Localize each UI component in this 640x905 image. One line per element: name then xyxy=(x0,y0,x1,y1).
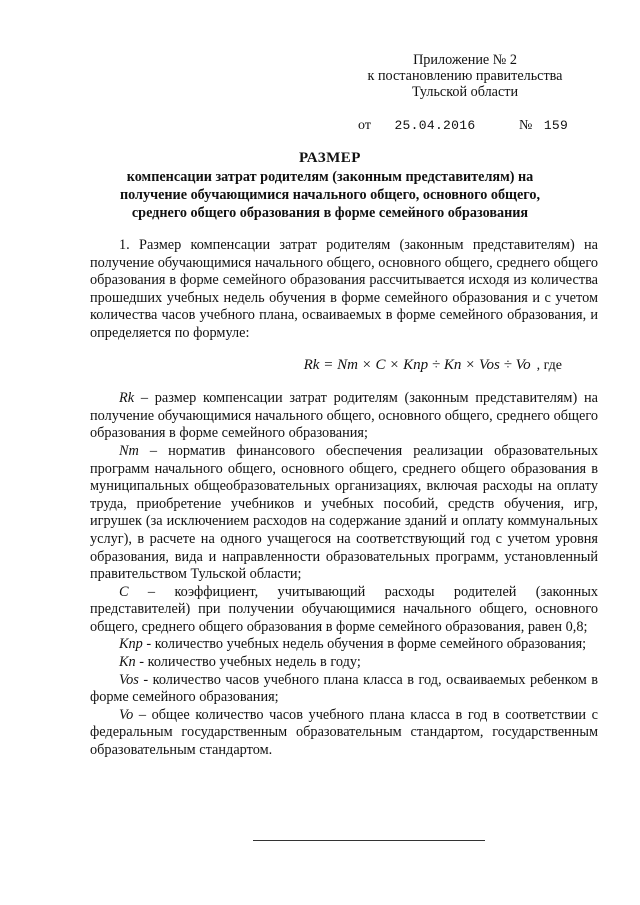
definition-symbol: Nm xyxy=(119,442,139,459)
definition-symbol: Kпр xyxy=(119,636,143,653)
from-label: от xyxy=(358,118,371,133)
definition-nm xyxy=(90,443,598,584)
definition-text: – норматив финансового обеспечения реализации образовательных программ начального общего, основного общего, среднего общего образования в муниципальных общеобразовательных организациях, включая расходы на оплату труда, приобретение учебников и учебных пособий, средств обучения, игр, игрушек (за исключением расходов на содержание зданий и оплату коммунальных услуг), в расчете на одного учащегося на соответствующий год с учетом уровня образования, вида и направленности образовательных программ, установленный правительством Тульской области; xyxy=(90,442,598,583)
appendix-line-3: Тульской области xyxy=(411,84,519,100)
title-heading: РАЗМЕР xyxy=(299,150,361,166)
definition-kpr xyxy=(90,636,598,654)
appendix-line-1: Приложение № 2 xyxy=(413,52,517,68)
end-divider xyxy=(253,840,485,841)
definition-text: – размер компенсации затрат родителям (законным представителям) на получение обучающимися начального общего, основного общего, среднего общего образования в форме семейного образования; xyxy=(90,390,598,442)
definition-text: - количество часов учебного плана класса в год, осваиваемых ребенком в форме семейного образования; xyxy=(90,671,598,706)
definition-text: – коэффициент, учитывающий расходы родителей (законных представителей) при получении обучающимися начального общего, основного общего, среднего общего образования в форме семейного образования, равен 0,8; xyxy=(90,583,598,635)
appendix-header xyxy=(360,52,570,100)
intro-paragraph: 1. Размер компенсации затрат родителям (законным представителям) на получение обучающимися начального общего, основного общего, среднего общего образования в форме семейного образования рассчитывается исходя из количества прошедших учебных недель обучения в форме семейного образования и с учетом количества часов учебного плана, осваиваемых в форме семейного образования, и определяется по формуле: xyxy=(90,237,598,341)
definition-vo xyxy=(90,707,598,760)
definition-text: - количество учебных недель в году; xyxy=(135,654,361,671)
definition-c xyxy=(90,584,598,637)
resolution-number: 159 xyxy=(543,118,569,133)
title-line-1: компенсации затрат родителям (законным представителям) на xyxy=(126,168,534,185)
definition-rk xyxy=(90,390,598,443)
definition-text: – общее количество часов учебного плана класса в год в соответствии с федеральным государственным образовательным стандартом, государственным образовательным стандартом. xyxy=(90,706,598,759)
definition-symbol: Vos xyxy=(119,671,139,688)
title-line-2: получение обучающимися начального общего, основного общего, xyxy=(119,186,541,203)
definition-text: - количество учебных недель обучения в форме семейного образования; xyxy=(142,636,587,653)
document-body xyxy=(90,237,598,760)
definition-symbol: C xyxy=(119,583,129,600)
appendix-line-2: к постановлению правительства xyxy=(367,68,563,84)
formula-tail: , где xyxy=(536,357,562,373)
title-line-3: среднего общего образования в форме семейного образования xyxy=(131,204,529,221)
definition-kp xyxy=(90,654,598,672)
definition-symbol: Vo xyxy=(119,706,134,723)
resolution-date-line xyxy=(358,117,568,135)
resolution-date: 25.04.2016 xyxy=(394,118,476,133)
formula-expression: Rk = Nm × C × Kпр ÷ Kп × Vos ÷ Vo xyxy=(303,356,531,373)
definition-symbol: Rk xyxy=(119,390,135,407)
document-title xyxy=(60,150,600,222)
number-label: № xyxy=(518,118,533,133)
definition-symbol: Kп xyxy=(119,654,136,671)
formula xyxy=(90,357,598,375)
definition-vos xyxy=(90,672,598,707)
